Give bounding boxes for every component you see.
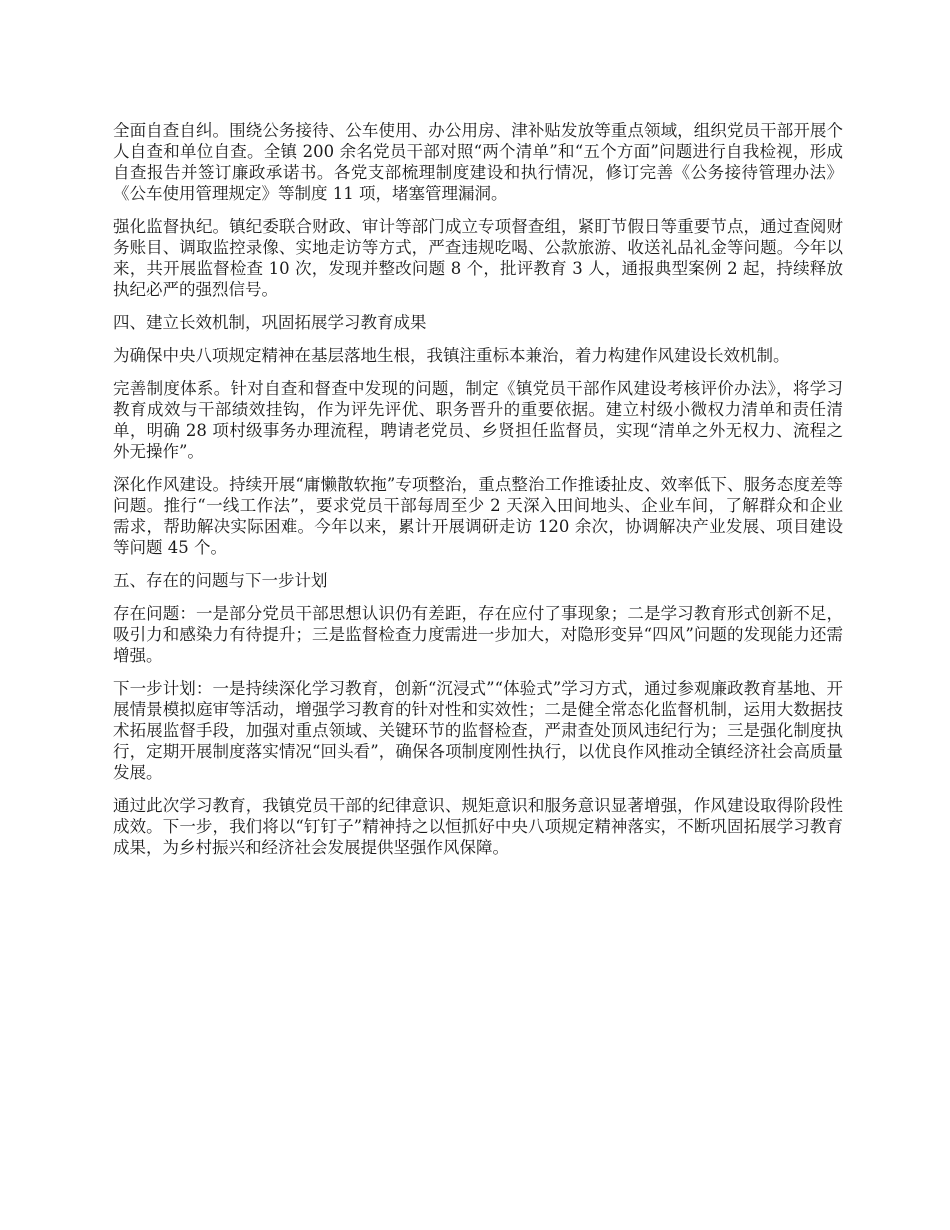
paragraph-conclusion: 通过此次学习教育，我镇党员干部的纪律意识、规矩意识和服务意识显著增强，作风建设取得阶段性成效。下一步，我们将以“钉钉子”精神持之以恒抓好中央八项规定精神落实，不断巩固拓展学习教育成果，为乡村振兴和经济社会发展提供坚强作风保障。: [113, 796, 843, 857]
paragraph-next-plan: 下一步计划：一是持续深化学习教育，创新“沉浸式”“体验式”学习方式，通过参观廉政教育基地、开展情景模拟庭审等活动，增强学习教育的针对性和实效性；二是健全常态化监督机制，运用大数据技术拓展监督手段，加强对重点领域、关键环节的监督检查，严肃查处顶风违纪行为；三是强化制度执行，定期开展制度落实情况“回头看”，确保各项制度刚性执行，以优良作风推动全镇经济社会高质量发展。: [113, 679, 843, 782]
paragraph-problems: 存在问题：一是部分党员干部思想认识仍有差距，存在应付了事现象；二是学习教育形式创新不足，吸引力和感染力有待提升；三是监督检查力度需进一步加大，对隐形变异“四风”问题的发现能力还需增强。: [113, 604, 843, 665]
paragraph-long-term-intro: 为确保中央八项规定精神在基层落地生根，我镇注重标本兼治，着力构建作风建设长效机制。: [113, 346, 790, 365]
paragraph-self-inspection: 全面自查自纠。围绕公务接待、公车使用、办公用房、津补贴发放等重点领域，组织党员干部开展个人自查和单位自查。全镇 200 余名党员干部对照“两个清单”和“五个方面”问题进行自我检视，形成自查报告并签订廉政承诺书。各党支部梳理制度建设和执行情况，修订完善《公务接待管理办法》《公车使用管理规定》等制度 11 项，堵塞管理漏洞。: [113, 121, 843, 203]
paragraph-supervision: 强化监督执纪。镇纪委联合财政、审计等部门成立专项督查组，紧盯节假日等重要节点，通过查阅财务账目、调取监控录像、实地走访等方式，严查违规吃喝、公款旅游、收送礼品礼金等问题。今年以来，共开展监督检查 10 次，发现并整改问题 8 个，批评教育 3 人，通报典型案例 2 起，持续释放执纪必严的强烈信号。: [113, 217, 843, 299]
document-body: [113, 120, 843, 870]
section-heading-5: 五、存在的问题与下一步计划: [113, 571, 328, 590]
paragraph-institution-system: 完善制度体系。针对自查和督查中发现的问题，制定《镇党员干部作风建设考核评价办法》，将学习教育成效与干部绩效挂钩，作为评先评优、职务晋升的重要依据。建立村级小微权力清单和责任清单，明确 28 项村级事务办理流程，聘请老党员、乡贤担任监督员，实现“清单之外无权力、流程之外无操作”。: [113, 379, 843, 461]
section-heading-4: 四、建立长效机制，巩固拓展学习教育成果: [113, 313, 427, 332]
paragraph-work-style: 深化作风建设。持续开展“庸懒散软拖”专项整治，重点整治工作推诿扯皮、效率低下、服务态度差等问题。推行“一线工作法”，要求党员干部每周至少 2 天深入田间地头、企业车间，了解群众和企业需求，帮助解决实际困难。今年以来，累计开展调研走访 120 余次，协调解决产业发展、项目建设等问题 45 个。: [113, 475, 843, 557]
